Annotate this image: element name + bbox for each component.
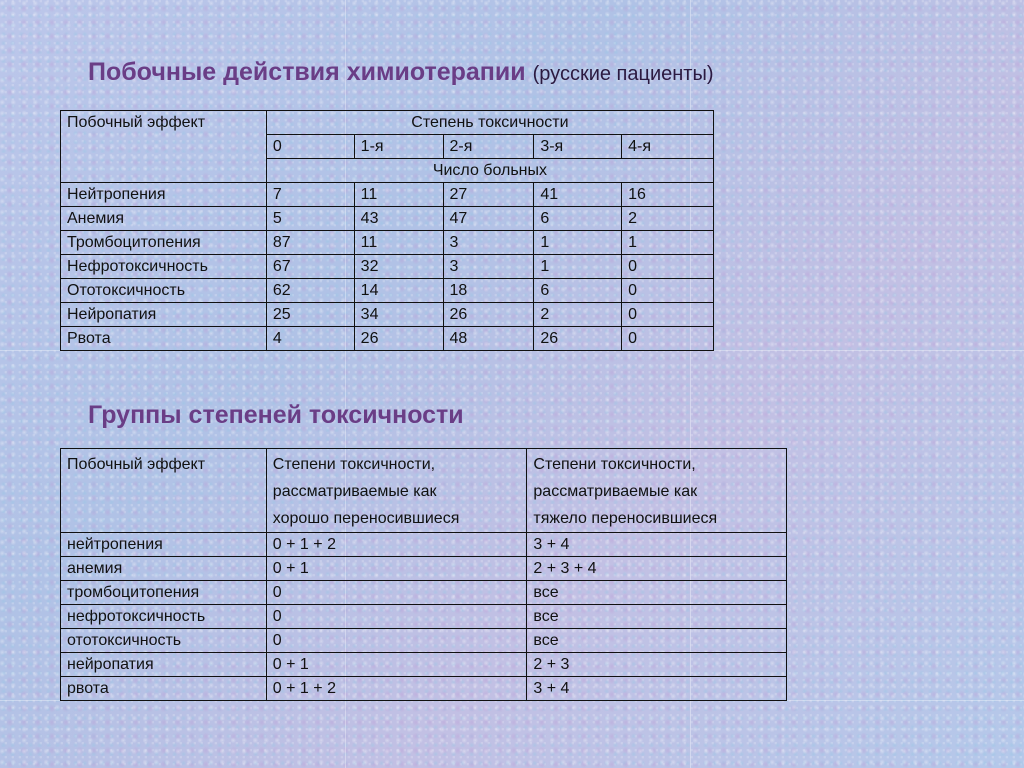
header-poorly-tolerated: [527, 449, 787, 533]
poorly-tolerated-cell: все: [527, 605, 787, 629]
header-degree-0: 0: [266, 135, 354, 159]
poorly-tolerated-cell: 3 + 4: [527, 533, 787, 557]
count-cell-degree-3: 1: [534, 231, 622, 255]
count-cell-degree-1: 11: [354, 231, 443, 255]
count-cell-degree-1: 26: [354, 327, 443, 351]
count-cell-degree-4: 0: [622, 255, 714, 279]
table-row: [61, 557, 787, 581]
effect-cell: Нейтропения: [61, 183, 267, 207]
count-cell-degree-0: 5: [266, 207, 354, 231]
header-patient-count: Число больных: [266, 159, 713, 183]
count-cell-degree-4: 0: [622, 279, 714, 303]
count-cell-degree-0: 4: [266, 327, 354, 351]
table-row: [61, 303, 714, 327]
header-well-tolerated: [266, 449, 527, 533]
count-cell-degree-2: 48: [443, 327, 534, 351]
table-row: [61, 327, 714, 351]
count-cell-degree-3: 1: [534, 255, 622, 279]
effect-cell: Анемия: [61, 207, 267, 231]
count-cell-degree-4: 2: [622, 207, 714, 231]
table-row: [61, 255, 714, 279]
effect-cell: нейтропения: [61, 533, 267, 557]
table-row: [61, 533, 787, 557]
header-line: рассматриваемые как: [272, 483, 437, 500]
header-degree-3: 3-я: [534, 135, 622, 159]
count-cell-degree-2: 47: [443, 207, 534, 231]
count-cell-degree-3: 6: [534, 279, 622, 303]
effect-cell: Ототоксичность: [61, 279, 267, 303]
table-row: [61, 677, 787, 701]
header-line: тяжело переносившиеся: [533, 510, 718, 527]
header-degree-1: 1-я: [354, 135, 443, 159]
well-tolerated-cell: 0 + 1: [266, 653, 527, 677]
count-cell-degree-0: 62: [266, 279, 354, 303]
effect-cell: Тромбоцитопения: [61, 231, 267, 255]
poorly-tolerated-cell: 3 + 4: [527, 677, 787, 701]
well-tolerated-cell: 0: [266, 605, 527, 629]
table-row: [61, 183, 714, 207]
count-cell-degree-2: 3: [443, 255, 534, 279]
section-subtitle: Группы степеней токсичности: [88, 401, 464, 429]
header-line: рассматриваемые как: [533, 483, 698, 500]
count-cell-degree-4: 1: [622, 231, 714, 255]
header-side-effect: Побочный эффект: [61, 111, 267, 183]
count-cell-degree-3: 6: [534, 207, 622, 231]
effect-cell: Нейропатия: [61, 303, 267, 327]
poorly-tolerated-cell: 2 + 3: [527, 653, 787, 677]
toxicity-groups-table: [60, 448, 787, 701]
count-cell-degree-2: 26: [443, 303, 534, 327]
poorly-tolerated-cell: 2 + 3 + 4: [527, 557, 787, 581]
effect-cell: тромбоцитопения: [61, 581, 267, 605]
page-title-sub: (русские пациенты): [532, 63, 714, 85]
count-cell-degree-1: 14: [354, 279, 443, 303]
well-tolerated-cell: 0: [266, 629, 527, 653]
toxicity-table: [60, 110, 714, 351]
effect-cell: рвота: [61, 677, 267, 701]
table-row: [61, 207, 714, 231]
count-cell-degree-3: 26: [534, 327, 622, 351]
well-tolerated-cell: 0 + 1: [266, 557, 527, 581]
count-cell-degree-0: 7: [266, 183, 354, 207]
header-degree-4: 4-я: [622, 135, 714, 159]
count-cell-degree-2: 18: [443, 279, 534, 303]
count-cell-degree-1: 43: [354, 207, 443, 231]
effect-cell: ототоксичность: [61, 629, 267, 653]
table-row: [61, 605, 787, 629]
effect-cell: Нефротоксичность: [61, 255, 267, 279]
count-cell-degree-1: 34: [354, 303, 443, 327]
page-title-main: Побочные действия химиотерапии: [88, 58, 526, 86]
poorly-tolerated-cell: все: [527, 581, 787, 605]
table-row: [61, 653, 787, 677]
header-toxicity-degree: Степень токсичности: [266, 111, 713, 135]
table-row: [61, 629, 787, 653]
header-line: хорошо переносившиеся: [272, 510, 460, 527]
effect-cell: Рвота: [61, 327, 267, 351]
effect-cell: анемия: [61, 557, 267, 581]
count-cell-degree-3: 2: [534, 303, 622, 327]
header-degree-2: 2-я: [443, 135, 534, 159]
page-title: [88, 58, 714, 87]
effect-cell: нейропатия: [61, 653, 267, 677]
count-cell-degree-4: 16: [622, 183, 714, 207]
effect-cell: нефротоксичность: [61, 605, 267, 629]
count-cell-degree-3: 41: [534, 183, 622, 207]
header-line: Степени токсичности,: [533, 456, 696, 473]
count-cell-degree-0: 67: [266, 255, 354, 279]
count-cell-degree-1: 32: [354, 255, 443, 279]
table-row: [61, 581, 787, 605]
well-tolerated-cell: 0 + 1 + 2: [266, 677, 527, 701]
header-line: Степени токсичности,: [272, 456, 436, 473]
count-cell-degree-1: 11: [354, 183, 443, 207]
count-cell-degree-0: 87: [266, 231, 354, 255]
poorly-tolerated-cell: все: [527, 629, 787, 653]
count-cell-degree-2: 3: [443, 231, 534, 255]
count-cell-degree-0: 25: [266, 303, 354, 327]
well-tolerated-cell: 0: [266, 581, 527, 605]
count-cell-degree-4: 0: [622, 327, 714, 351]
table-row: [61, 279, 714, 303]
well-tolerated-cell: 0 + 1 + 2: [266, 533, 527, 557]
count-cell-degree-2: 27: [443, 183, 534, 207]
header-side-effect: Побочный эффект: [61, 449, 267, 533]
table-row: [61, 231, 714, 255]
count-cell-degree-4: 0: [622, 303, 714, 327]
